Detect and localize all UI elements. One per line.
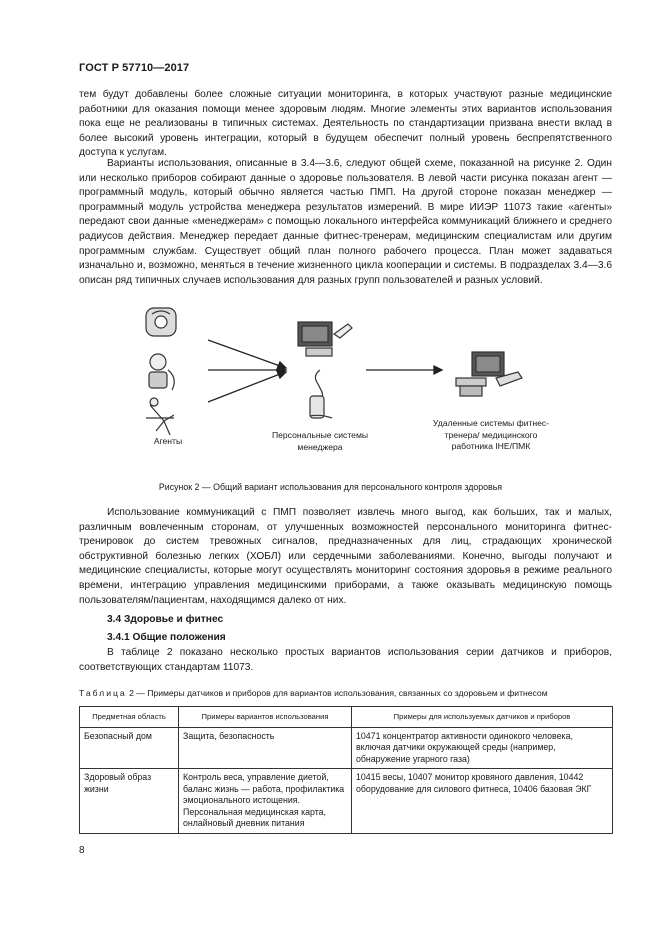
manager-arrow [366,366,442,374]
table-cell: 10471 концентратор активности одинокого человека, включая датчики окружающей среды (например, обнаружение угарного газа) [352,727,613,769]
fitness-device-icon [146,398,174,435]
table-cell: Контроль веса, управление диетой, баланс жизнь — работа, профилактика эмоционального истощения. Персональная медицинская карта, онлайновый дневник питания [179,769,352,834]
header-domain: Предметная область [80,707,179,728]
table-cell: 10415 весы, 10407 монитор кровяного давления, 10442 оборудование для силового фитнеса, 10406 базовая ЭКГ [352,769,613,834]
table-cell: Безопасный дом [80,727,179,769]
table-cell: Здоровый образ жизни [80,769,179,834]
header-use-cases: Примеры вариантов использования [179,707,352,728]
label-remote: Удаленные системы фитнес-тренера/ медицинского работника IHE/ПМК [432,418,550,451]
scale-device-icon [146,308,176,336]
pressure-monitor-icon [149,354,174,390]
section-heading-3-4-1: 3.4.1 Общие положения [107,632,226,643]
table-title-text: 2 — Примеры датчиков и приборов для вариантов использования, связанных со здоровьем и фитнесом [126,688,548,698]
paragraph-table-intro: В таблице 2 показано несколько простых вариантов использования серии датчиков и приборов, соответствующих стандартам 11073. [79,647,612,673]
figure-caption: Рисунок 2 — Общий вариант использования для персонального контроля здоровья [158,482,503,492]
figure-2 [130,300,570,470]
paragraph-usecases: Варианты использования, описанные в 3.4—3.6, следуют общей схеме, показанной на рисунке 2. Один или несколько приборов собирают данные о здоровье пользователя. В левой части рисунка показан агент — программный модуль, который обычно является частью ПМП. На другой стороне показан менеджер — программный модуль устройства менеджера результатов измерений. В мире ИИЭР 11073 такие «агенты» передают свои данные «менеджерам» с помощью локального интерфейса коммуникаций ближнего и среднего радиусов действия. Менеджер передает данные фитнес-тренерам, медицинским специалистам или другим программным службам. Существует общий план полного рабочего процесса. План может задаваться изначально и, возможно, меняться в течение жизненного цикла кооперации и системы. В подразделах 3.4—3.6 описан ряд типичных случаев использования для разных групп пользователей и разных условий. [79,158,612,286]
examples-table [79,706,613,834]
mobile-phone-icon [310,370,332,418]
section-heading-3-4: 3.4 Здоровье и фитнес [107,614,224,625]
label-managers: Персональные системы менеджера [271,430,369,452]
table-row [80,769,613,834]
table-row [80,727,613,769]
agent-arrows [208,340,286,402]
page-number: 8 [79,845,85,856]
table-header-row [80,707,613,728]
table-title [79,688,619,698]
computer-icon [298,322,352,356]
paragraph-intro: тем будут добавлены более сложные ситуации мониторинга, в которых участвуют разные медицинские работники для оказания помощи менее здоровым людям. Многие элементы этих вариантов использования пока еще не реализованы в типичных системах. Деятельность по стандартизации призвана внести вклад в более высокий уровень интеграции, который в будущем обеспечит полный уровень беспрепятственного доступа к услугам. [79,89,612,159]
label-agents: Агенты [153,436,183,446]
paragraph-benefits: Использование коммуникаций с ПМП позволяет извлечь много выгод, как больших, так и малых, различным вовлеченным сторонам, от улучшенных возможностей персонального мониторинга фитнес-тренировок до систем тревожных сигналов, предназначенных для лиц, страдающих хронической обструктивной болезнью легких (ХОБЛ) или сердечными заболеваниями. Конечно, выгоды получают и медицинские специалисты, которые могут осуществлять мониторинг состояния здоровья в режиме реального времени, интеграцию управления медицинскими приборами, а также оказывать медицинскую помощь пользователям/пациентам, находящимся далеко от них. [79,507,612,606]
table-title-prefix: Таблица [79,688,127,698]
table-cell: Защита, безопасность [179,727,352,769]
header-devices: Примеры для используемых датчиков и приборов [352,707,613,728]
remote-workstation-icon [456,352,522,396]
document-header: ГОСТ Р 57710—2017 [79,62,190,74]
